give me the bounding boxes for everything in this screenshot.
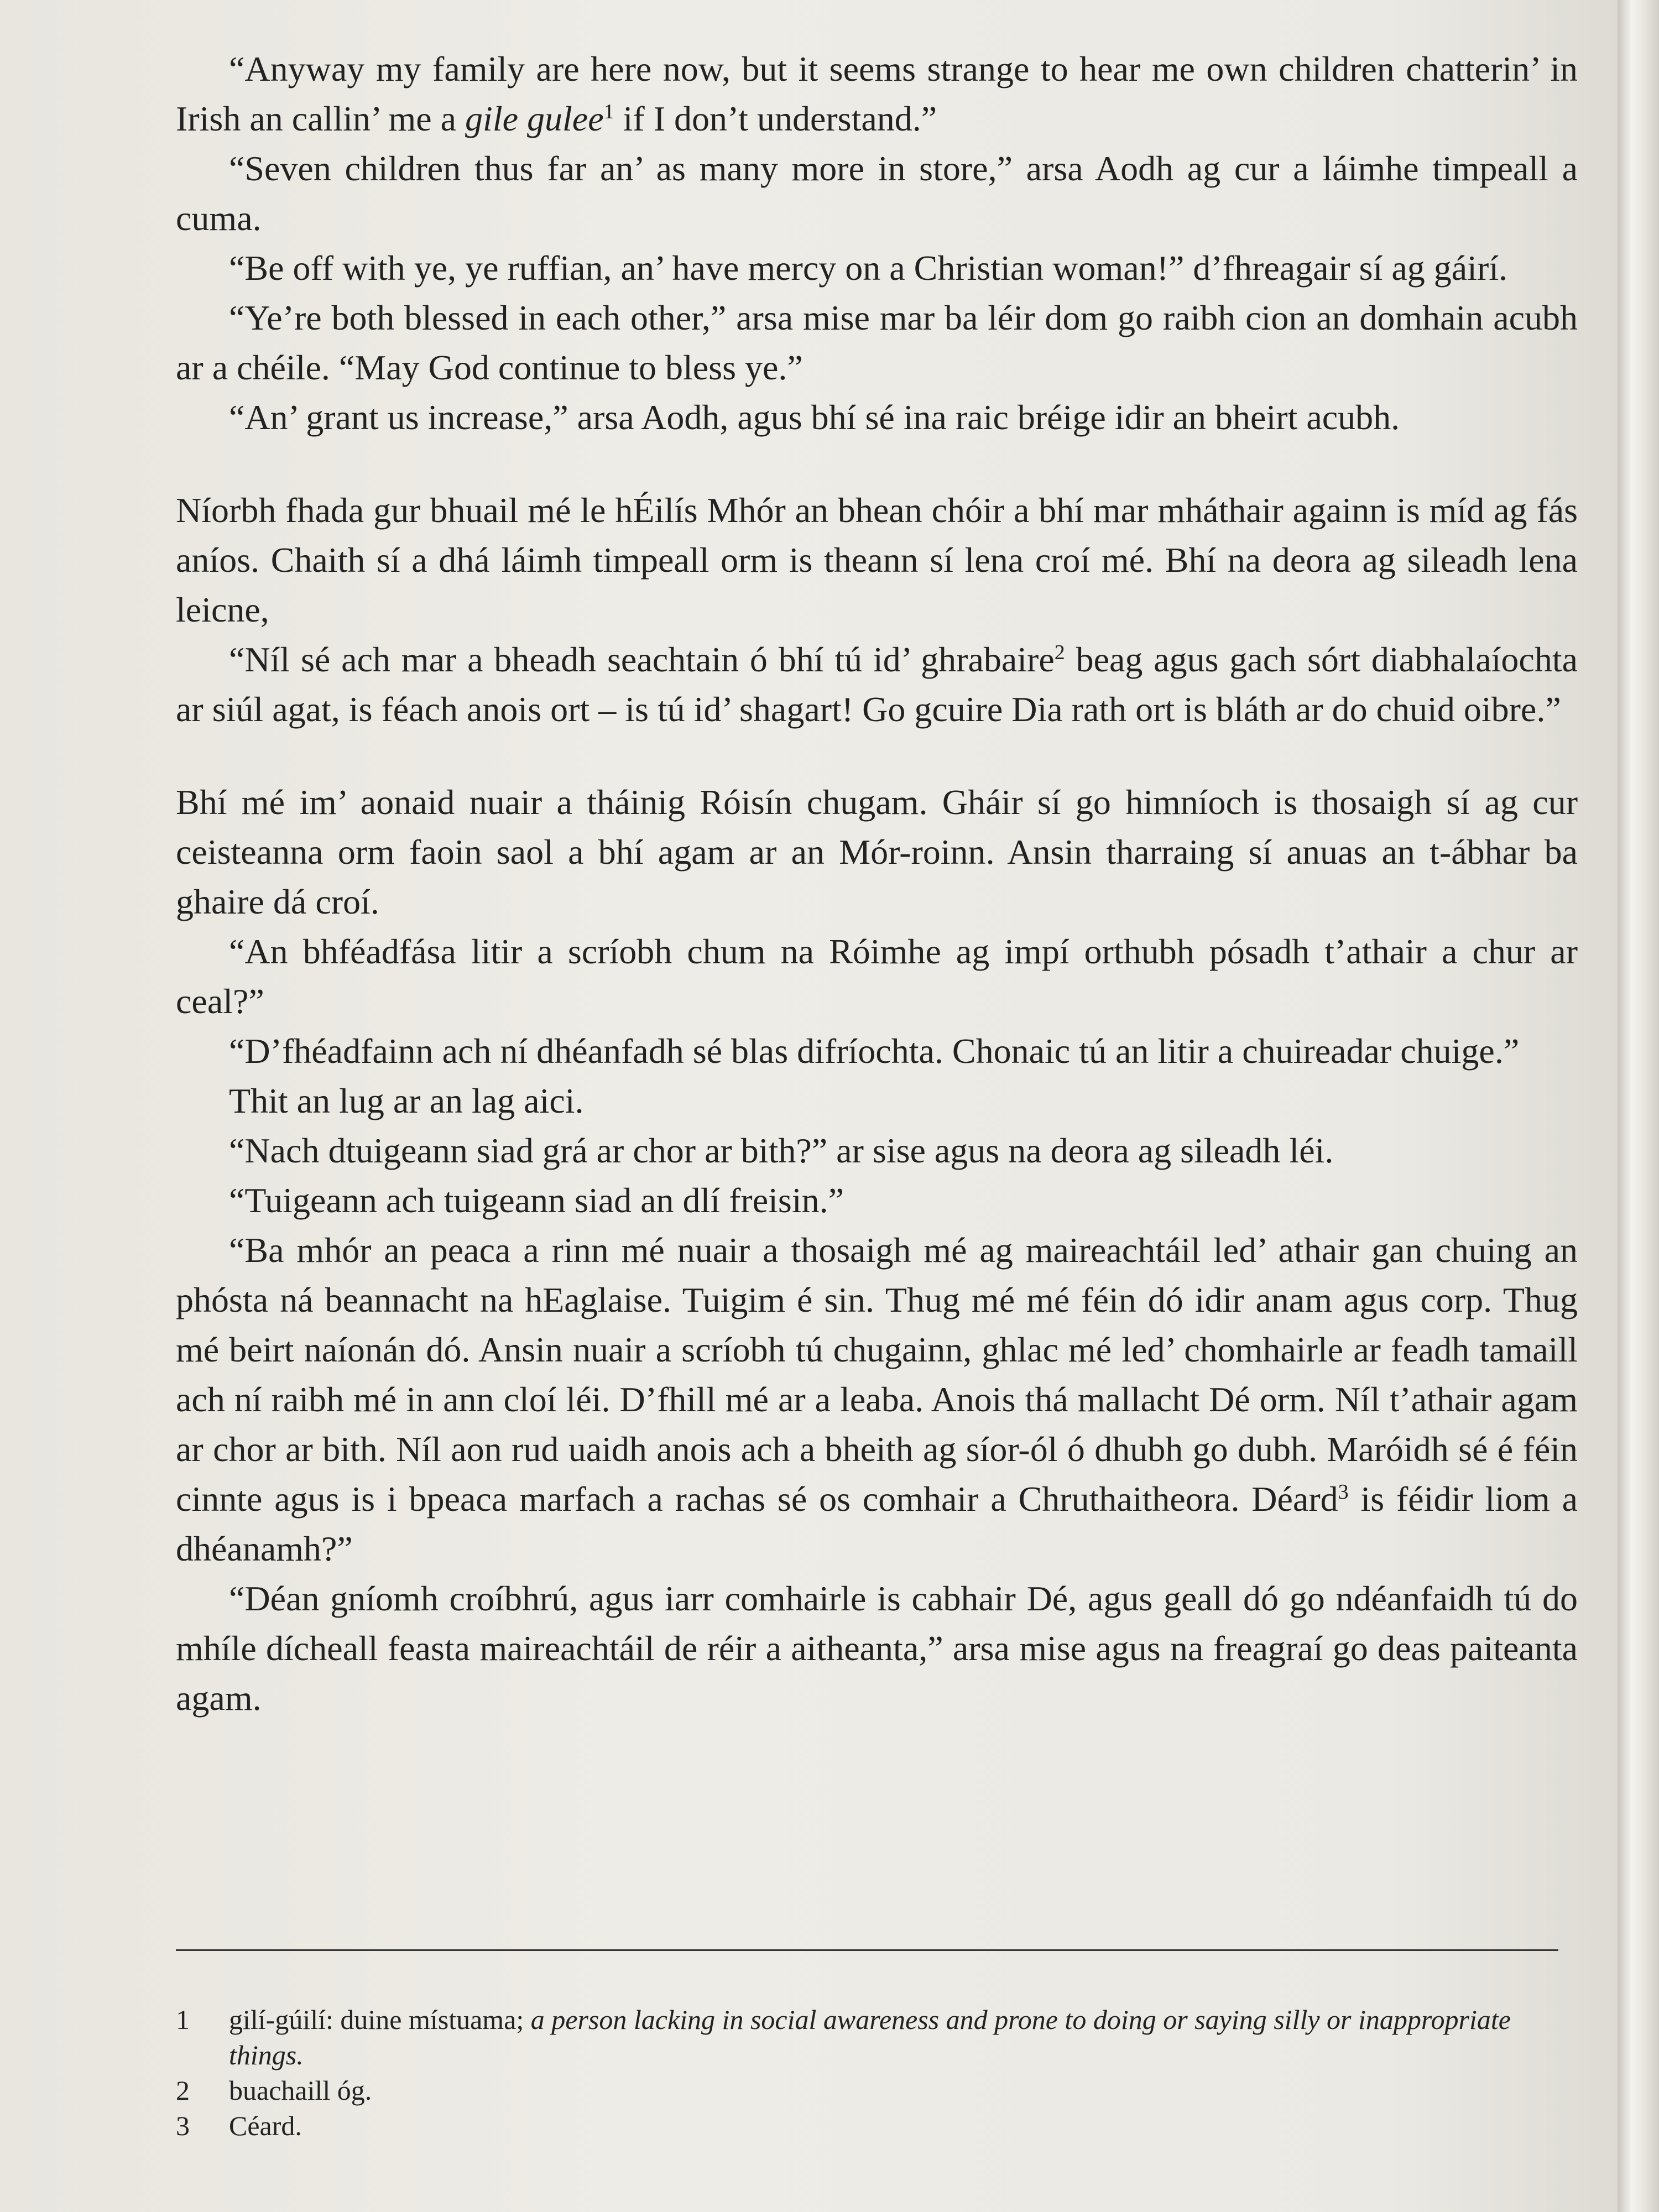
paragraph: Níorbh fhada gur bhuail mé le hÉilís Mhór an bhean chóir a bhí mar mháthair againn is míd ag fás aníos. Chaith sí a dhá láimh timpeall orm is theann sí lena croí mé. Bhí na deora ag sileadh lena leicne, (176, 491, 1578, 629)
footnote-number: 1 (176, 2004, 190, 2035)
paragraph: “Ye’re both blessed in each other,” arsa mise mar ba léir dom go raibh cion an domhain acubh ar a chéile. “May God continue to bless ye.” (176, 298, 1578, 387)
footnote-ref: 2 (1054, 641, 1065, 664)
paragraph: “An bhféadfása litir a scríobh chum na Róimhe ag impí orthubh pósadh t’athair a chur ar ceal?” (176, 932, 1578, 1021)
footnote: 2 buachaill óg. (176, 2073, 1578, 2108)
paragraph: “Seven children thus far an’ as many more in store,” arsa Aodh ag cur a láimhe timpeall a cuma. (176, 149, 1578, 238)
footnote-divider (176, 1949, 1558, 1951)
footnote-number: 2 (176, 2075, 190, 2106)
paragraph: Thit an lug ar an lag aici. (229, 1081, 584, 1120)
footnote-number: 3 (176, 2110, 190, 2141)
footnotes (176, 2002, 1578, 2143)
paragraph: Bhí mé im’ aonaid nuair a tháinig Róisín chugam. Gháir sí go himníoch is thosaigh sí ag cur ceisteanna orm faoin saol a bhí agam ar an Mór-roinn. Ansin tharraing sí anuas an t-ábhar ba ghaire dá croí. (176, 782, 1578, 921)
footnote: 3 Céard. (176, 2108, 1578, 2143)
paragraph: “Anyway my family are here now, but it seems strange to hear me own children chatterin’ in Irish an callin’ me a gile gulee$^1$ if I don’t understand.” (176, 49, 1578, 138)
footnote-ref: 1 (603, 100, 614, 123)
paragraph: “Déan gníomh croíbhrú, agus iarr comhairle is cabhair Dé, agus geall dó go ndéanfaidh tú do mhíle dícheall feasta maireachtáil de réir a aitheanta,” arsa mise agus na freagraí go deas paiteanta agam. (176, 1579, 1578, 1718)
paragraph: “Nach dtuigeann siad grá ar chor ar bith?” ar sise agus na deora ag sileadh léi. (229, 1131, 1334, 1170)
body-text (176, 44, 1578, 1723)
paragraph: “Be off with ye, ye ruffian, an’ have mercy on a Christian woman!” d’fhreagair sí ag gáirí. (229, 248, 1508, 288)
paragraph: “Ba mhór an peaca a rinn mé nuair a thosaigh mé ag maireachtáil led’ athair gan chuing an phósta ná beannacht na hEaglaise. Tuigim é sin. Thug mé mé féin dó idir anam agus corp. Thug mé beirt naíonán dó. Ansin nuair a scríobh tú chugainn, ghlac mé led’ chomhairle ar feadh tamaill ach ní raibh mé in ann cloí léi. D’fhill mé ar a leaba. Anois thá mallacht Dé orm. Níl t’athair agam ar chor ar bith. Níl aon rud uaidh anois ach a bheith ag síor-ól ó dhubh go dubh. Maróidh sé é féin cinnte agus is i bpeaca marfach a rachas sé os comhair a Chruthaitheora. Déard$^3$ is féidir liom a dhéanamh?” (176, 1230, 1578, 1568)
footnote-ref: 3 (1338, 1480, 1349, 1504)
paragraph: “D’fhéadfainn ach ní dhéanfadh sé blas difríochta. Chonaic tú an litir a chuireadar chuige.” (229, 1031, 1520, 1071)
paragraph: “Tuigeann ach tuigeann siad an dlí freisin.” (229, 1181, 844, 1220)
paragraph: “An’ grant us increase,” arsa Aodh, agus bhí sé ina raic bréige idir an bheirt acubh. (229, 398, 1400, 437)
footnote: 1 gilí-gúilí: duine místuama; a person lacking in social awareness and prone to doing or saying silly or inappropriate things. (176, 2002, 1578, 2073)
page-edge (1618, 0, 1659, 2212)
paragraph: “Níl sé ach mar a bheadh seachtain ó bhí tú id’ ghrabaire$^2$ beag agus gach sórt diabhalaíochta ar siúl agat, is féach anois ort – is tú id’ shagart! Go gcuire Dia rath ort is bláth ar do chuid oibre.” (176, 640, 1578, 729)
